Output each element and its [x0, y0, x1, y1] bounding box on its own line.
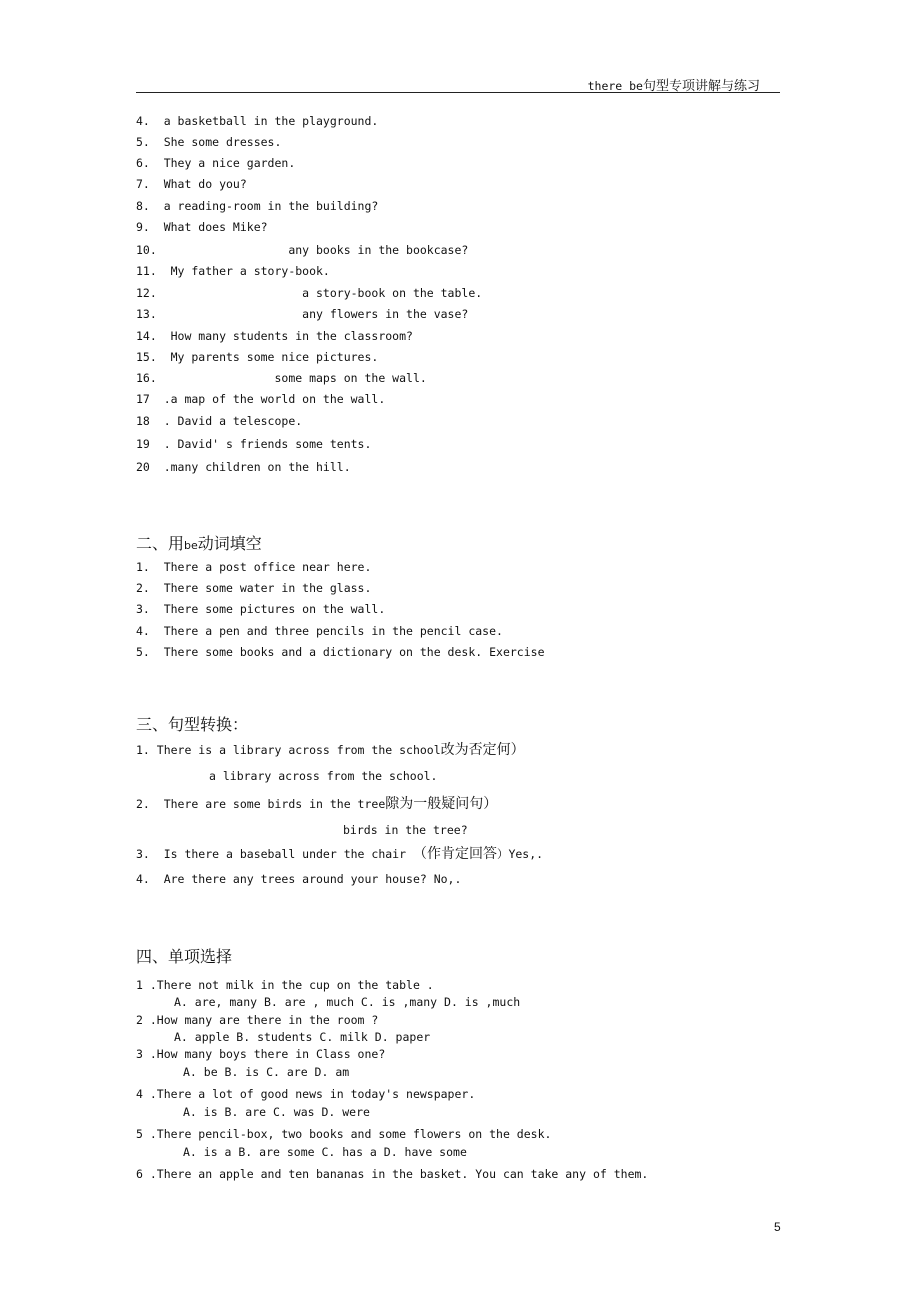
- s4-q4-options: A. is B. are C. was D. were: [183, 1105, 370, 1119]
- s3-q2-note: 隙为一般疑问句: [385, 796, 484, 812]
- s2-item-1: 1. There a post office near here.: [136, 560, 372, 574]
- s4-q3-options: A. be B. is C. are D. am: [183, 1065, 350, 1079]
- s3-q1-note: 改为否定何: [440, 742, 511, 758]
- s4-q3: 3 .How many boys there in Class one?: [136, 1047, 386, 1061]
- s1-item-5: 5. She some dresses.: [136, 135, 282, 149]
- s3-q4: 4. Are there any trees around your house? No,.: [136, 872, 462, 886]
- s4-q6: 6 .There an apple and ten bananas in the basket. You can take any of them.: [136, 1167, 649, 1181]
- header-title-latin: there be: [587, 79, 643, 93]
- s3-q2-answer: birds in the tree?: [343, 823, 468, 837]
- s4-q1-options: A. are, many B. are , much C. is ,many D. is ,much: [174, 995, 521, 1009]
- s1-item-16: 16. some maps on the wall.: [136, 371, 427, 385]
- s4-q2: 2 .How many are there in the room ?: [136, 1013, 379, 1027]
- section2-title-suffix: 动词填空: [197, 534, 262, 553]
- s3-q2-text: 2. There are some birds in the tree: [136, 797, 386, 811]
- s1-item-6: 6. They a nice garden.: [136, 156, 296, 170]
- header-title-cjk: 句型专项讲解与练习: [642, 79, 760, 94]
- s1-item-17: 17 .a map of the world on the wall.: [136, 392, 386, 406]
- s1-item-19: 19 . David' s friends some tents.: [136, 437, 372, 451]
- s4-q2-options: A. apple B. students C. milk D. paper: [174, 1030, 431, 1044]
- header-rule: [136, 92, 780, 93]
- section3-title: 三、句型转换：: [136, 715, 249, 734]
- s2-item-5: 5. There some books and a dictionary on the desk. Exercise: [136, 645, 545, 659]
- s1-item-18: 18 . David a telescope.: [136, 414, 303, 428]
- s2-item-4: 4. There a pen and three pencils in the pencil case.: [136, 624, 503, 638]
- s1-item-10: 10. any books in the bookcase?: [136, 243, 469, 257]
- s4-q1: 1 .There not milk in the cup on the table .: [136, 978, 434, 992]
- s3-q2: [136, 793, 497, 813]
- s1-item-9: 9. What does Mike?: [136, 220, 268, 234]
- s1-item-4: 4. a basketball in the playground.: [136, 114, 379, 128]
- section2-title-prefix: 二、用: [136, 534, 185, 553]
- s1-item-15: 15. My parents some nice pictures.: [136, 350, 379, 364]
- s1-item-8: 8. a reading-room in the building?: [136, 199, 379, 213]
- s3-q3: [136, 843, 543, 863]
- s2-item-3: 3. There some pictures on the wall.: [136, 602, 386, 616]
- s1-item-12: 12. a story-book on the table.: [136, 286, 483, 300]
- s3-q1-answer: a library across from the school.: [209, 769, 438, 783]
- s3-q3-text: 3. Is there a baseball under the chair: [136, 847, 413, 861]
- s4-q4: 4 .There a lot of good news in today's newspaper.: [136, 1087, 476, 1101]
- s3-q1-text: 1. There is a library across from the school: [136, 743, 441, 757]
- s3-q1: [136, 739, 525, 759]
- s3-q3-note: （作肯定回答: [412, 846, 497, 862]
- s1-item-7: 7. What do you?: [136, 177, 247, 191]
- s1-item-20: 20 .many children on the hill.: [136, 460, 351, 474]
- section2-title-be: be: [184, 539, 198, 552]
- s3-q1-close: ）: [510, 742, 525, 758]
- section4-title: 四、单项选择: [136, 947, 233, 966]
- page-number: 5: [774, 1220, 781, 1234]
- s4-q5: 5 .There pencil-box, two books and some flowers on the desk.: [136, 1127, 552, 1141]
- section2-title: [136, 531, 262, 554]
- s4-q5-options: A. is a B. are some C. has a D. have some: [183, 1145, 467, 1159]
- s1-item-14: 14. How many students in the classroom?: [136, 329, 413, 343]
- s2-item-2: 2. There some water in the glass.: [136, 581, 372, 595]
- s3-q2-close: ）: [483, 796, 498, 812]
- s1-item-11: 11. My father a story-book.: [136, 264, 330, 278]
- s3-q3-tail: ）Yes,.: [496, 847, 544, 861]
- s1-item-13: 13. any flowers in the vase?: [136, 307, 469, 321]
